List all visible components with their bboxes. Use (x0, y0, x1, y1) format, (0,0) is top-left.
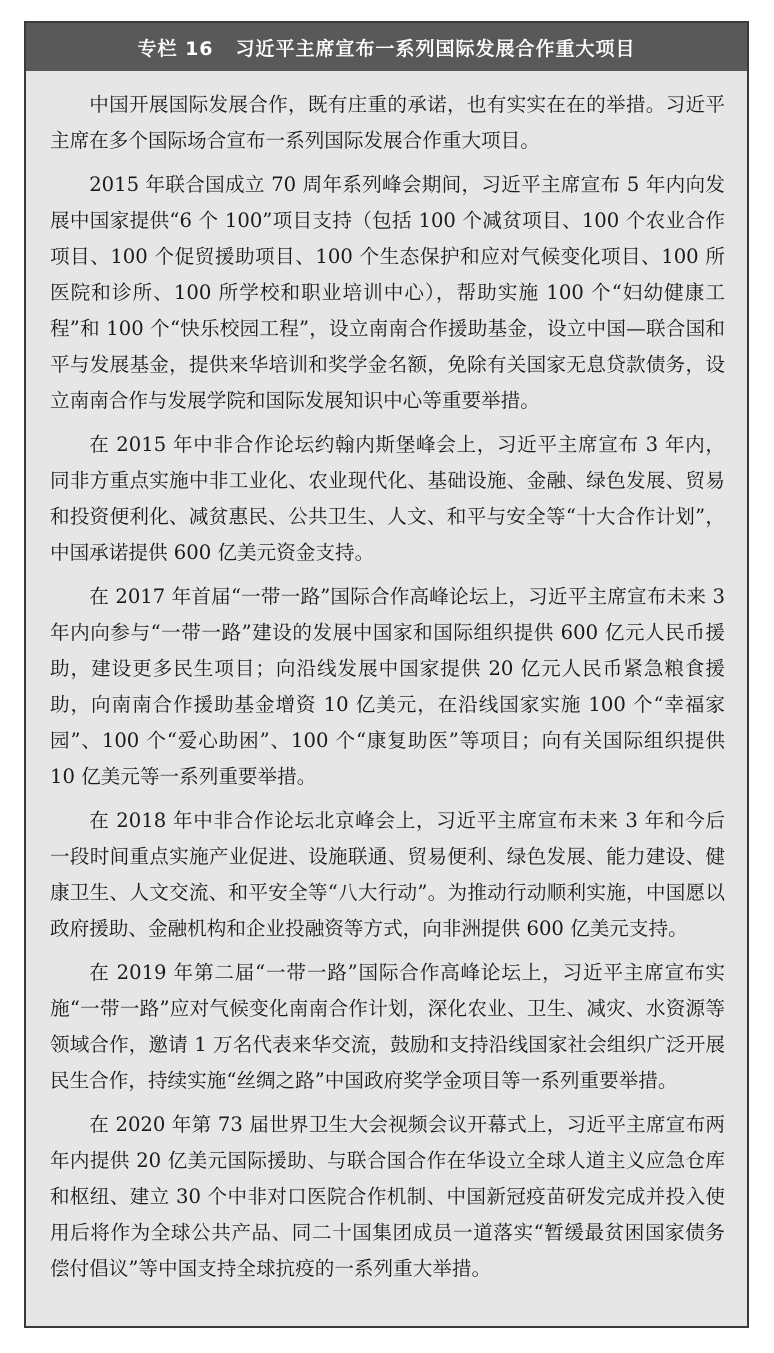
column-body (26, 71, 747, 1287)
paragraph-2015-focac: 在 2015 年中非合作论坛约翰内斯堡峰会上，习近平主席宣布 3 年内，同非方重点实施中非工业化、农业现代化、基础设施、金融、绿色发展、贸易和投资便利化、减贫惠民、公共卫生、人文、和平与安全等“十大合作计划”，中国承诺提供 600 亿美元资金支持。 (50, 433, 725, 564)
paragraph-2018-focac: 在 2018 年中非合作论坛北京峰会上，习近平主席宣布未来 3 年和今后一段时间重点实施产业促进、设施联通、贸易便利、绿色发展、能力建设、健康卫生、人文交流、和平安全等“八大行动”。为推动行动顺利实施，中国愿以政府援助、金融机构和企业投融资等方式，向非洲提供 600 亿美元支持。 (50, 809, 725, 940)
paragraph-2015-un-summit: 2015 年联合国成立 70 周年系列峰会期间，习近平主席宣布 5 年内向发展中国家提供“6 个 100”项目支持（包括 100 个减贫项目、100 个农业合作项目、100 个促贸援助项目、100 个生态保护和应对气候变化项目、100 所医院和诊所、100 所学校和职业培训中心），帮助实施 100 个“妇幼健康工程”和 100 个“快乐校园工程”，设立南南合作援助基金，设立中国—联合国和平与发展基金，提供来华培训和奖学金名额，免除有关国家无息贷款债务，设立南南合作与发展学院和国际发展知识中心等重要举措。 (50, 173, 725, 412)
paragraph-2020-wha: 在 2020 年第 73 届世界卫生大会视频会议开幕式上，习近平主席宣布两年内提供 20 亿美元国际援助、与联合国合作在华设立全球人道主义应急仓库和枢纽、建立 30 个中非对口医院合作机制、中国新冠疫苗研发完成并投入使用后将作为全球公共产品、同二十国集团成员一道落实“暂缓最贫困国家债务偿付倡议”等中国支持全球抗疫的一系列重大举措。 (50, 1113, 725, 1280)
column-header (26, 23, 747, 71)
column-label: 专栏 16 (137, 37, 214, 60)
column-title: 习近平主席宣布一系列国际发展合作重大项目 (235, 37, 636, 60)
column-box (24, 21, 749, 1328)
paragraph-2017-belt-road-forum: 在 2017 年首届“一带一路”国际合作高峰论坛上，习近平主席宣布未来 3 年内向参与“一带一路”建设的发展中国家和国际组织提供 600 亿元人民币援助，建设更多民生项目；向沿线发展中国家提供 20 亿元人民币紧急粮食援助，向南南合作援助基金增资 10 亿美元，在沿线国家实施 100 个“幸福家园”、100 个“爱心助困”、100 个“康复助医”等项目；向有关国际组织提供 10 亿美元等一系列重要举措。 (50, 585, 725, 788)
paragraph-intro: 中国开展国际发展合作，既有庄重的承诺，也有实实在在的举措。习近平主席在多个国际场合宣布一系列国际发展合作重大项目。 (50, 93, 725, 152)
paragraph-2019-belt-road-forum: 在 2019 年第二届“一带一路”国际合作高峰论坛上，习近平主席宣布实施“一带一路”应对气候变化南南合作计划，深化农业、卫生、减灾、水资源等领域合作，邀请 1 万名代表来华交流，鼓励和支持沿线国家社会组织广泛开展民生合作，持续实施“丝绸之路”中国政府奖学金项目等一系列重要举措。 (50, 961, 725, 1092)
